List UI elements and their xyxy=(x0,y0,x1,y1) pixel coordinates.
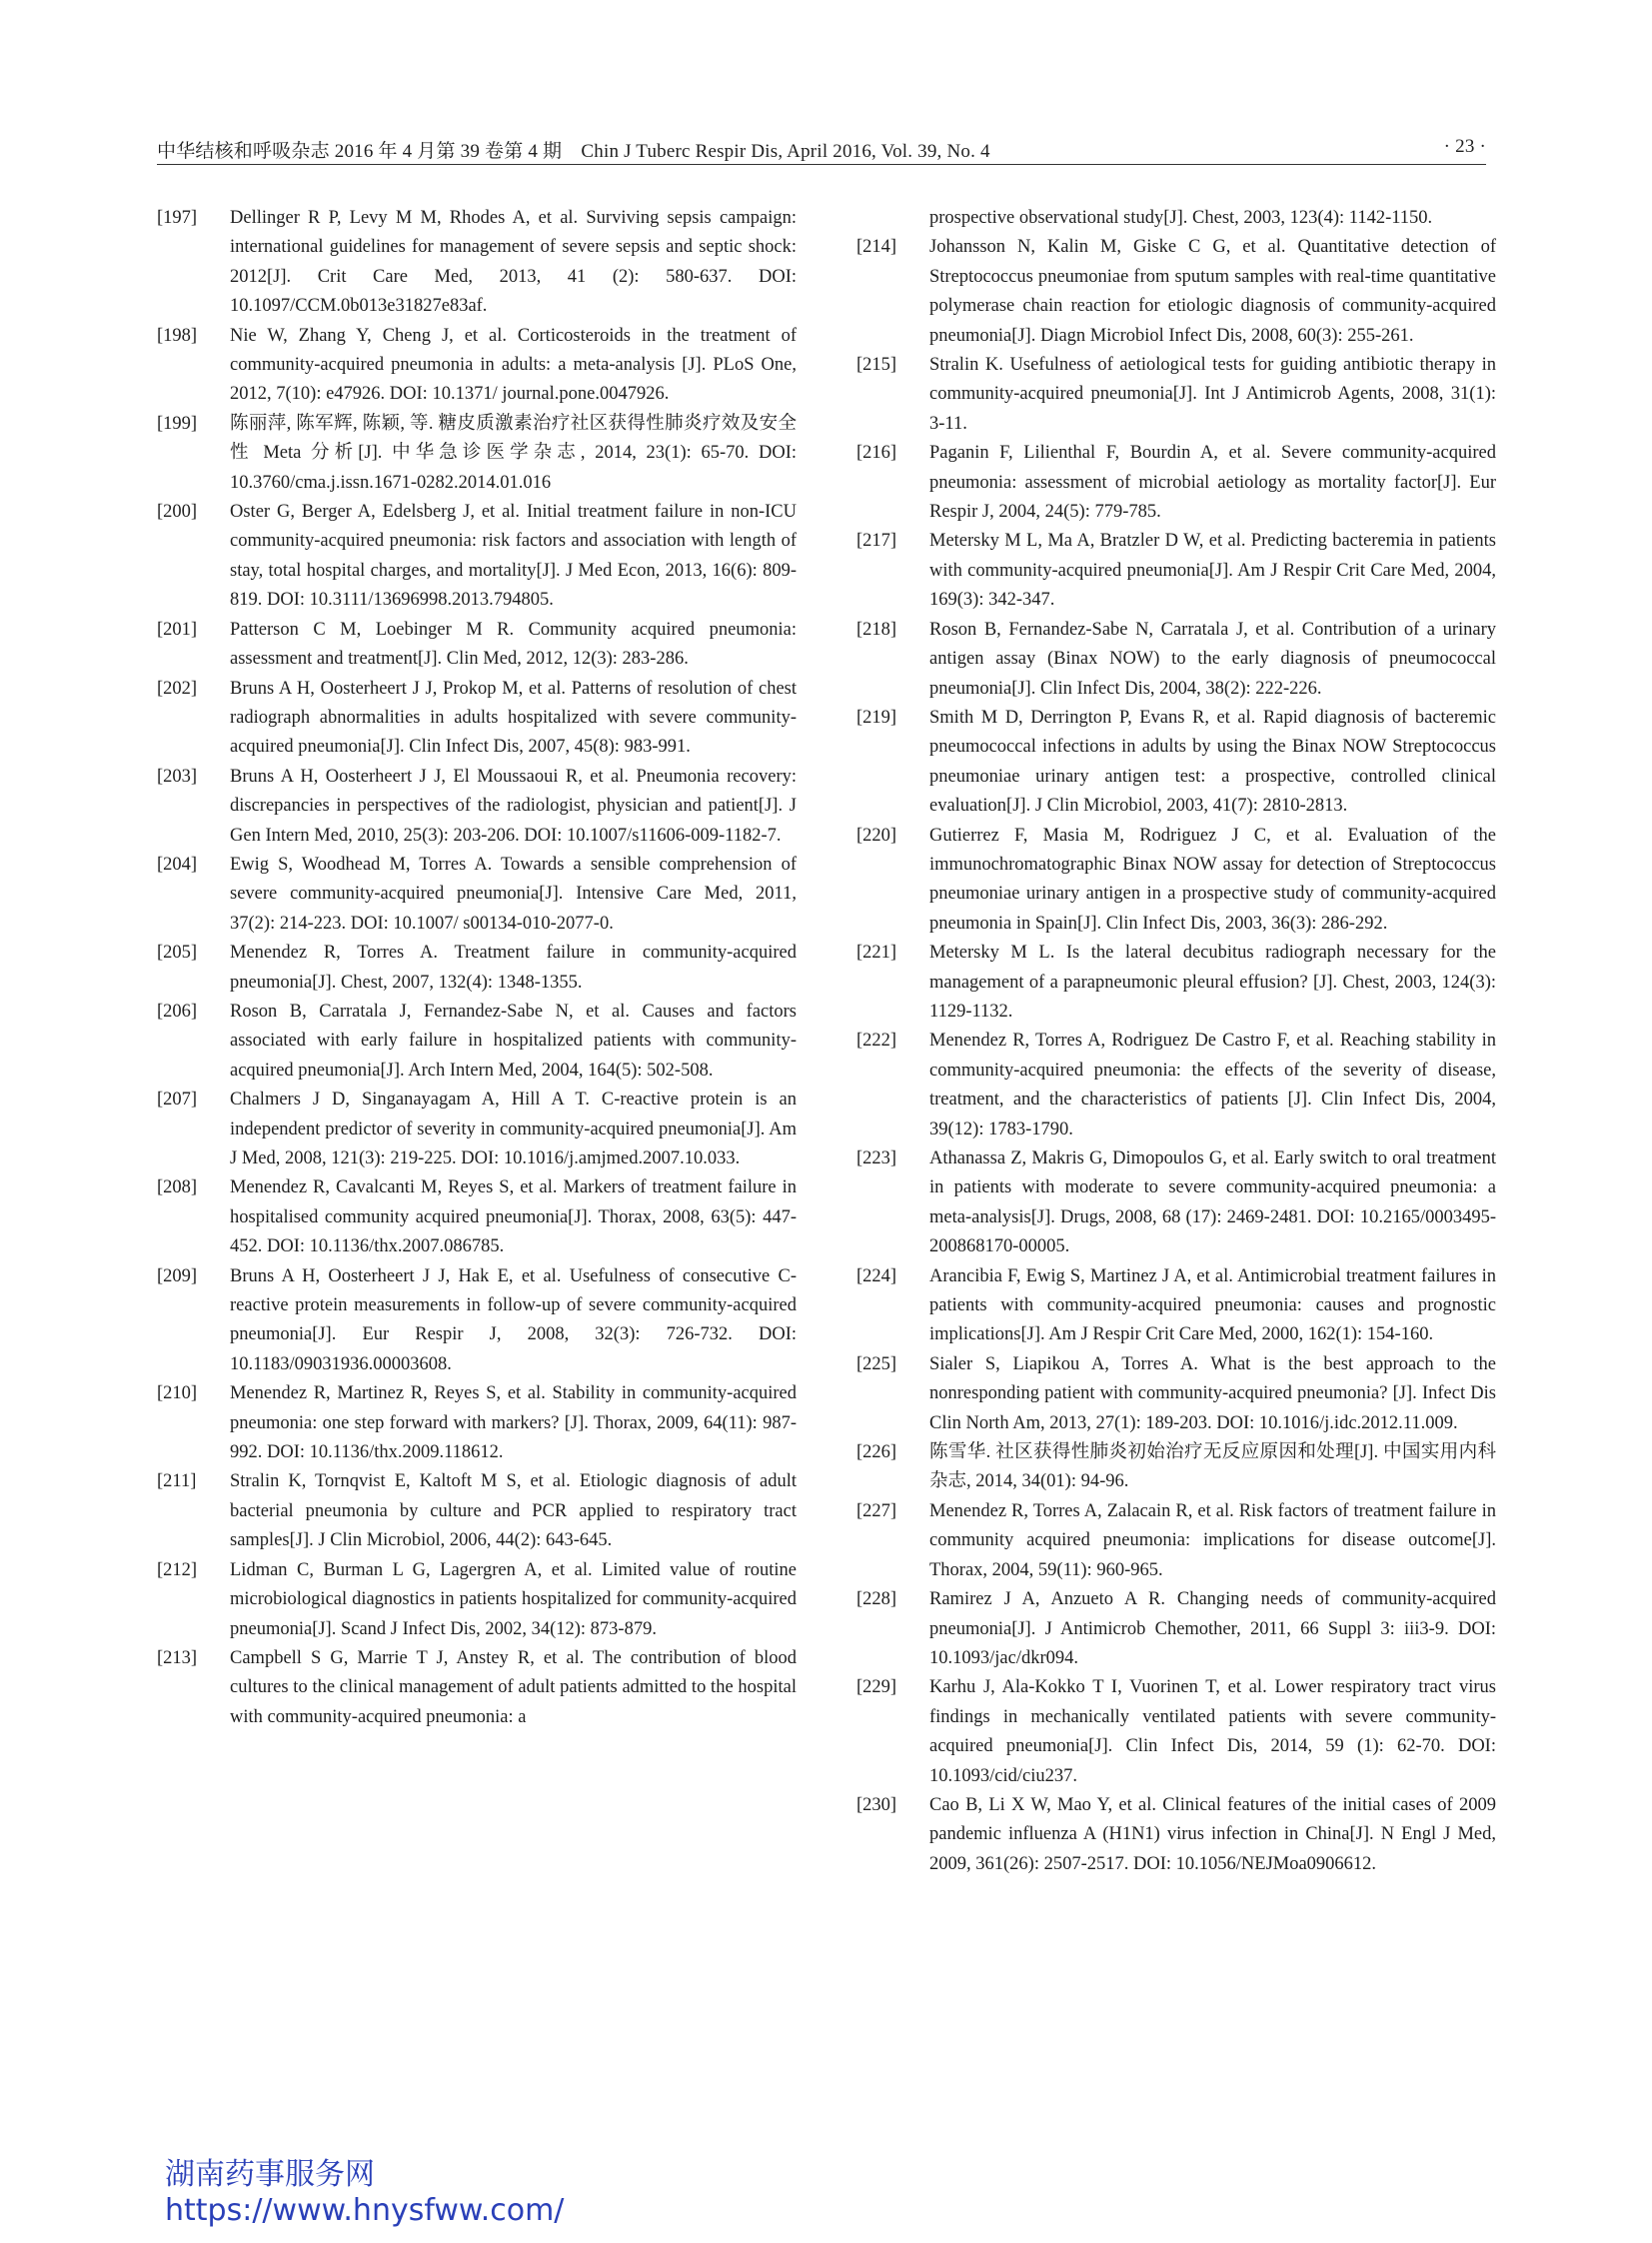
reference-text: Metersky M L. Is the lateral decubitus radiograph necessary for the management of a parapneumonic pleural effusion? [J]. Chest, 2003, 124(3): 1129-1132. xyxy=(929,943,1496,1022)
reference-text: Smith M D, Derrington P, Evans R, et al. Rapid diagnosis of bacteremic pneumococcal infections in adults by using the Binax NOW Streptococcus pneumoniae urinary antigen test: a prospective, controlled clinical evaluation[J]. J Clin Microbiol, 2003, 41(7): 2810-2813. xyxy=(929,707,1496,817)
reference-continuation: prospective observational study[J]. Chest, 2003, 123(4): 1142-1150. xyxy=(929,208,1433,228)
reference-number: [219] xyxy=(856,707,897,728)
reference-text: Gutierrez F, Masia M, Rodriguez J C, et al. Evaluation of the immunochromatographic Binax NOW assay for detection of Streptococcus pneumoniae urinary antigen in a prospective study of community-acquired pneumonia in Spain[J]. Clin Infect Dis, 2003, 36(3): 286-292. xyxy=(929,825,1496,934)
reference-text: Campbell S G, Marrie T J, Anstey R, et al. The contribution of blood cultures to the clinical management of adult patients admitted to the hospital with community-acquired pneumonia: a xyxy=(230,1647,797,1727)
watermark xyxy=(165,2157,564,2229)
reference-entry xyxy=(856,704,1496,822)
reference-number: [207] xyxy=(157,1090,198,1111)
reference-entry xyxy=(856,439,1496,527)
reference-number: [218] xyxy=(856,619,897,640)
reference-number: [222] xyxy=(856,1031,897,1052)
reference-number: [201] xyxy=(157,619,198,640)
running-header xyxy=(157,132,1486,165)
reference-text: Johansson N, Kalin M, Giske C G, et al. Quantitative detection of Streptococcus pneumoniae from sputum samples with real-time quantitative polymerase chain reaction for etiologic diagnosis of community-acquired pneumonia[J]. Diagn Microbiol Infect Dis, 2008, 60(3): 255-261. xyxy=(929,237,1496,346)
reference-text: Paganin F, Lilienthal F, Bourdin A, et al. Severe community-acquired pneumonia: assessment of microbial aetiology as mortality factor[J]. Eur Respir J, 2004, 24(5): 779-785. xyxy=(929,443,1496,523)
reference-entry xyxy=(157,1467,797,1555)
reference-entry xyxy=(157,1644,797,1732)
reference-column-right xyxy=(856,204,1496,1879)
reference-entry xyxy=(856,1791,1496,1879)
reference-entry xyxy=(157,616,797,675)
reference-text: Bruns A H, Oosterheert J J, El Moussaoui R, et al. Pneumonia recovery: discrepancies in perspectives of the radiologist, physician and patient[J]. J Gen Intern Med, 2010, 25(3): 203-206. DOI: 10.1007/s11606-009-1182-7. xyxy=(230,766,797,846)
reference-entry xyxy=(157,1086,797,1173)
reference-number: [226] xyxy=(856,1442,897,1463)
reference-entry xyxy=(157,851,797,939)
reference-number: [211] xyxy=(157,1471,197,1492)
reference-entry xyxy=(856,822,1496,940)
reference-column-left xyxy=(157,204,797,1732)
reference-entry xyxy=(157,1556,797,1644)
reference-text: Patterson C M, Loebinger M R. Community acquired pneumonia: assessment and treatment[J]. Clin Med, 2012, 12(3): 283-286. xyxy=(230,619,797,670)
reference-entry xyxy=(856,1438,1496,1497)
reference-number: [225] xyxy=(856,1353,897,1374)
reference-text: Chalmers J D, Singanayagam A, Hill A T. C-reactive protein is an independent predictor of severity in community-acquired pneumonia[J]. Am J Med, 2008, 121(3): 219-225. DOI: 10.1016/j.amjmed.2007.10.033. xyxy=(230,1090,797,1168)
reference-number: [205] xyxy=(157,943,198,964)
reference-number: [208] xyxy=(157,1177,198,1198)
reference-text: Dellinger R P, Levy M M, Rhodes A, et al. Surviving sepsis campaign: international guidelines for management of severe sepsis and septic shock: 2012[J]. Crit Care Med, 2013, 41 (2): 580-637. DOI: 10.1097/CCM.0b013e31827e83af. xyxy=(230,208,797,317)
reference-text: Stralin K. Usefulness of aetiological tests for guiding antibiotic therapy in community-acquired pneumonia[J]. Int J Antimicrob Agents, 2008, 31(1): 3-11. xyxy=(929,355,1496,434)
reference-entry xyxy=(856,939,1496,1027)
reference-entry xyxy=(856,527,1496,615)
reference-entry xyxy=(157,204,797,322)
reference-number: [198] xyxy=(157,325,198,346)
reference-text: Stralin K, Tornqvist E, Kaltoft M S, et al. Etiologic diagnosis of adult bacterial pneumonia by culture and PCR applied to respiratory tract samples[J]. J Clin Microbiol, 2006, 44(2): 643-645. xyxy=(230,1471,797,1551)
reference-text: Oster G, Berger A, Edelsberg J, et al. Initial treatment failure in non-ICU community-acquired pneumonia: risk factors and association with length of stay, total hospital charges, and mortality[J]. J Med Econ, 2013, 16(6): 809-819. DOI: 10.3111/13696998.2013.794805. xyxy=(230,502,797,611)
reference-entry xyxy=(856,1262,1496,1350)
reference-entry xyxy=(157,498,797,616)
reference-text: Menendez R, Torres A. Treatment failure in community-acquired pneumonia[J]. Chest, 2007, 132(4): 1348-1355. xyxy=(230,943,797,993)
reference-text: Menendez R, Torres A, Zalacain R, et al. Risk factors of treatment failure in community acquired pneumonia: implications for disease outcome[J]. Thorax, 2004, 59(11): 960-965. xyxy=(929,1500,1496,1580)
reference-entry xyxy=(856,1585,1496,1673)
reference-text: Bruns A H, Oosterheert J J, Prokop M, et al. Patterns of resolution of chest radiograph abnormalities in adults hospitalized with severe community-acquired pneumonia[J]. Clin Infect Dis, 2007, 45(8): 983-991. xyxy=(230,678,797,758)
reference-number: [223] xyxy=(856,1148,897,1168)
reference-number: [212] xyxy=(157,1559,198,1580)
reference-number: [216] xyxy=(856,443,897,464)
reference-number: [224] xyxy=(856,1265,897,1286)
reference-number: [206] xyxy=(157,1001,198,1022)
reference-text: Sialer S, Liapikou A, Torres A. What is the best approach to the nonresponding patient with community-acquired pneumonia? [J]. Infect Dis Clin North Am, 2013, 27(1): 189-203. DOI: 10.1016/j.idc.2012.11.009. xyxy=(929,1353,1496,1433)
reference-entry xyxy=(856,351,1496,439)
reference-text: Roson B, Carratala J, Fernandez-Sabe N, et al. Causes and factors associated with early failure in hospitalized patients with community-acquired pneumonia[J]. Arch Intern Med, 2004, 164(5): 502-508. xyxy=(230,1001,797,1081)
journal-citation: 中华结核和呼吸杂志 2016 年 4 月第 39 卷第 4 期 Chin J Tuberc Respir Dis, April 2016, Vol. 39, No. 4 xyxy=(157,141,990,162)
reference-entry xyxy=(856,1673,1496,1791)
reference-number: [217] xyxy=(856,531,897,552)
reference-entry xyxy=(856,1350,1496,1438)
reference-entry xyxy=(157,939,797,998)
reference-text: Athanassa Z, Makris G, Dimopoulos G, et al. Early switch to oral treatment in patients with moderate to severe community-acquired pneumonia: a meta-analysis[J]. Drugs, 2008, 68 (17): 2469-2481. DOI: 10.2165/0003495-200868170-00005. xyxy=(929,1148,1496,1257)
reference-text: Nie W, Zhang Y, Cheng J, et al. Corticosteroids in the treatment of community-acquired pneumonia in adults: a meta-analysis [J]. PLoS One, 2012, 7(10): e47926. DOI: 10.1371/ journal.pone.0047926. xyxy=(230,325,797,405)
reference-number: [214] xyxy=(856,237,897,258)
reference-entry xyxy=(157,998,797,1086)
reference-entry xyxy=(856,1497,1496,1585)
page-number: · 23 · xyxy=(1443,136,1486,157)
reference-text: Roson B, Fernandez-Sabe N, Carratala J, et al. Contribution of a urinary antigen assay (Binax NOW) to the early diagnosis of pneumococcal pneumonia[J]. Clin Infect Dis, 2004, 38(2): 222-226. xyxy=(929,619,1496,699)
reference-number: [209] xyxy=(157,1265,198,1286)
reference-number: [220] xyxy=(856,825,897,846)
reference-text: Menendez R, Torres A, Rodriguez De Castro F, et al. Reaching stability in community-acquired pneumonia: the effects of the severity of disease, treatment, and the characteristics of patients [J]. Clin Infect Dis, 2004, 39(12): 1783-1790. xyxy=(929,1031,1496,1139)
reference-entry xyxy=(157,763,797,851)
reference-text: Karhu J, Ala-Kokko T I, Vuorinen T, et al. Lower respiratory tract virus findings in mechanically ventilated patients with severe community-acquired pneumonia[J]. Clin Infect Dis, 2014, 59 (1): 62-70. DOI: 10.1093/cid/ciu237. xyxy=(929,1677,1496,1786)
reference-entry xyxy=(157,322,797,410)
reference-text: Menendez R, Martinez R, Reyes S, et al. Stability in community-acquired pneumonia: one step forward with markers? [J]. Thorax, 2009, 64(11): 987-992. DOI: 10.1136/thx.2009.118612. xyxy=(230,1383,797,1463)
reference-entry xyxy=(856,1144,1496,1262)
reference-number: [228] xyxy=(856,1589,897,1610)
reference-text: 陈雪华. 社区获得性肺炎初始治疗无反应原因和处理[J]. 中国实用内科杂志, 2014, 34(01): 94-96. xyxy=(929,1442,1496,1492)
reference-entry xyxy=(157,675,797,763)
watermark-url[interactable]: https://www.hnysfww.com/ xyxy=(165,2193,565,2228)
reference-number: [200] xyxy=(157,502,198,523)
reference-entry xyxy=(157,1173,797,1261)
reference-entry xyxy=(157,1379,797,1467)
reference-number: [221] xyxy=(856,943,897,964)
reference-text: Ramirez J A, Anzueto A R. Changing needs of community-acquired pneumonia[J]. J Antimicrob Chemother, 2011, 66 Suppl 3: iii3-9. DOI: 10.1093/jac/dkr094. xyxy=(929,1589,1496,1668)
reference-number: [197] xyxy=(157,208,198,228)
reference-entry xyxy=(856,616,1496,704)
reference-number: [230] xyxy=(856,1794,897,1815)
reference-text: Arancibia F, Ewig S, Martinez J A, et al. Antimicrobial treatment failures in patients with community-acquired pneumonia: causes and prognostic implications[J]. Am J Respir Crit Care Med, 2000, 162(1): 154-160. xyxy=(929,1265,1496,1345)
reference-entry xyxy=(157,410,797,498)
reference-text: Menendez R, Cavalcanti M, Reyes S, et al. Markers of treatment failure in hospitalised community acquired pneumonia[J]. Thorax, 2008, 63(5): 447-452. DOI: 10.1136/thx.2007.086785. xyxy=(230,1177,797,1257)
reference-text: Metersky M L, Ma A, Bratzler D W, et al. Predicting bacteremia in patients with community-acquired pneumonia[J]. Am J Respir Crit Care Med, 2004, 169(3): 342-347. xyxy=(929,531,1496,611)
watermark-site-name: 湖南药事服务网 xyxy=(165,2157,375,2192)
reference-number: [227] xyxy=(856,1500,897,1521)
reference-number: [210] xyxy=(157,1383,198,1404)
reference-number: [229] xyxy=(856,1677,897,1698)
reference-text: Ewig S, Woodhead M, Torres A. Towards a sensible comprehension of severe community-acquired pneumonia[J]. Intensive Care Med, 2011, 37(2): 214-223. DOI: 10.1007/ s00134-010-2077-0. xyxy=(230,854,797,934)
reference-number: [213] xyxy=(157,1647,198,1668)
reference-number: [204] xyxy=(157,854,198,875)
reference-entry xyxy=(856,1027,1496,1144)
reference-number: [202] xyxy=(157,678,198,699)
reference-number: [199] xyxy=(157,413,198,434)
reference-text: 陈丽萍, 陈军辉, 陈颖, 等. 糖皮质激素治疗社区获得性肺炎疗效及安全性 Meta 分析[J]. 中华急诊医学杂志, 2014, 23(1): 65-70. DOI: 10.3760/cma.j.issn.1671-0282.2014.01.016 xyxy=(230,413,797,493)
reference-text: Bruns A H, Oosterheert J J, Hak E, et al. Usefulness of consecutive C-reactive protein measurements in follow-up of severe community-acquired pneumonia[J]. Eur Respir J, 2008, 32(3): 726-732. DOI: 10.1183/09031936.00003608. xyxy=(230,1265,797,1374)
reference-text: Cao B, Li X W, Mao Y, et al. Clinical features of the initial cases of 2009 pandemic influenza A (H1N1) virus infection in China[J]. N Engl J Med, 2009, 361(26): 2507-2517. DOI: 10.1056/NEJMoa0906612. xyxy=(929,1794,1496,1874)
reference-entry xyxy=(856,233,1496,351)
reference-number: [215] xyxy=(856,355,897,376)
reference-number: [203] xyxy=(157,766,198,787)
reference-entry xyxy=(157,1262,797,1380)
reference-text: Lidman C, Burman L G, Lagergren A, et al. Limited value of routine microbiological diagnostics in patients hospitalized for community-acquired pneumonia[J]. Scand J Infect Dis, 2002, 34(12): 873-879. xyxy=(230,1559,797,1639)
